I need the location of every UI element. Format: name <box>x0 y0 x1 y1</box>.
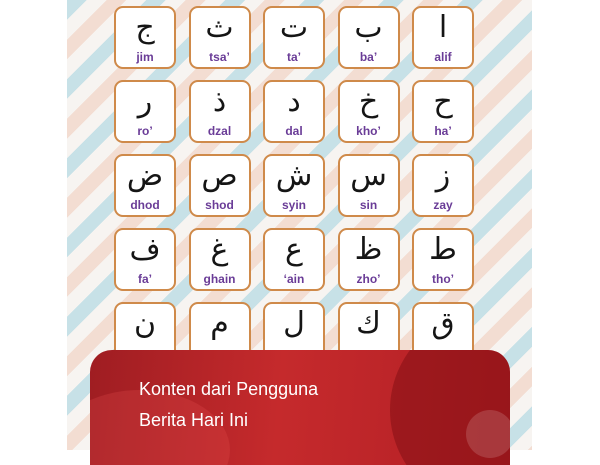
arabic-letter: ف <box>129 232 161 267</box>
letter-name: tsa’ <box>209 50 230 64</box>
letter-tile <box>412 80 474 143</box>
source-banner[interactable] <box>90 350 510 465</box>
letter-tile <box>189 228 251 291</box>
arabic-letter: ث <box>205 10 234 45</box>
letter-name: ro’ <box>137 124 153 138</box>
letter-tile <box>263 80 325 143</box>
letter-tile <box>338 154 400 217</box>
arabic-letter: ض <box>126 158 164 193</box>
arabic-letter: ح <box>433 84 453 119</box>
letter-name: dzal <box>207 124 232 138</box>
letter-name: ha’ <box>434 124 452 138</box>
letter-name: ghain <box>203 272 236 286</box>
letter-tile <box>114 6 176 69</box>
letter-tile <box>338 228 400 291</box>
banner-source: Berita Hari Ini <box>139 410 249 430</box>
arabic-letter: ش <box>275 158 313 193</box>
letter-tile <box>263 6 325 69</box>
letter-name: zho’ <box>356 272 381 286</box>
letter-tile <box>263 154 325 217</box>
letter-tile <box>114 80 176 143</box>
letter-name: tho’ <box>432 272 454 286</box>
banner-label: Konten dari Pengguna <box>139 379 319 399</box>
arabic-letter: د <box>287 84 301 119</box>
arabic-letter: ج <box>135 10 155 45</box>
arabic-letter: س <box>350 158 387 193</box>
letter-tile <box>412 228 474 291</box>
arabic-letter: ظ <box>354 232 383 267</box>
arabic-letter: ت <box>279 10 309 45</box>
letter-name: jim <box>136 50 154 64</box>
arabic-letter: خ <box>358 84 379 119</box>
letter-tile <box>412 6 474 69</box>
arabic-letter: ذ <box>212 84 227 119</box>
arabic-letter: ز <box>435 158 451 193</box>
letter-tile <box>338 6 400 69</box>
arabic-letter: م <box>210 306 229 341</box>
banner-text <box>139 374 318 436</box>
arabic-letter: ن <box>133 306 157 341</box>
letter-tile <box>338 80 400 143</box>
letter-name: ‘ain <box>283 272 305 286</box>
letter-name: fa’ <box>137 272 152 286</box>
letter-name: dal <box>285 124 303 138</box>
letter-tile <box>263 228 325 291</box>
letter-tile <box>114 228 176 291</box>
arabic-letter: ع <box>285 232 303 267</box>
letter-tile <box>189 154 251 217</box>
letter-name: shod <box>205 198 234 212</box>
letter-name: zay <box>433 198 453 212</box>
letter-name: alif <box>434 50 452 64</box>
letter-tile <box>114 154 176 217</box>
arabic-letter: ل <box>283 306 305 341</box>
letter-tile <box>189 6 251 69</box>
letter-tile <box>189 80 251 143</box>
letter-name: syin <box>281 198 306 212</box>
letter-name: sin <box>359 198 378 212</box>
arabic-letter: ص <box>201 158 238 193</box>
arabic-letter: ق <box>431 306 455 341</box>
arabic-letter: ك <box>356 306 381 341</box>
arabic-letter: ب <box>354 10 383 45</box>
letter-name: kho’ <box>356 124 381 138</box>
letter-name: ba’ <box>359 50 378 64</box>
letter-name: ta’ <box>286 50 301 64</box>
arabic-letter: غ <box>210 232 229 267</box>
letter-tile <box>412 154 474 217</box>
arabic-letter: ط <box>429 232 457 267</box>
letter-name: dhod <box>130 198 160 212</box>
arabic-letter: ا <box>438 10 448 45</box>
arabic-letter: ر <box>137 84 153 119</box>
banner-decoration <box>466 410 510 458</box>
